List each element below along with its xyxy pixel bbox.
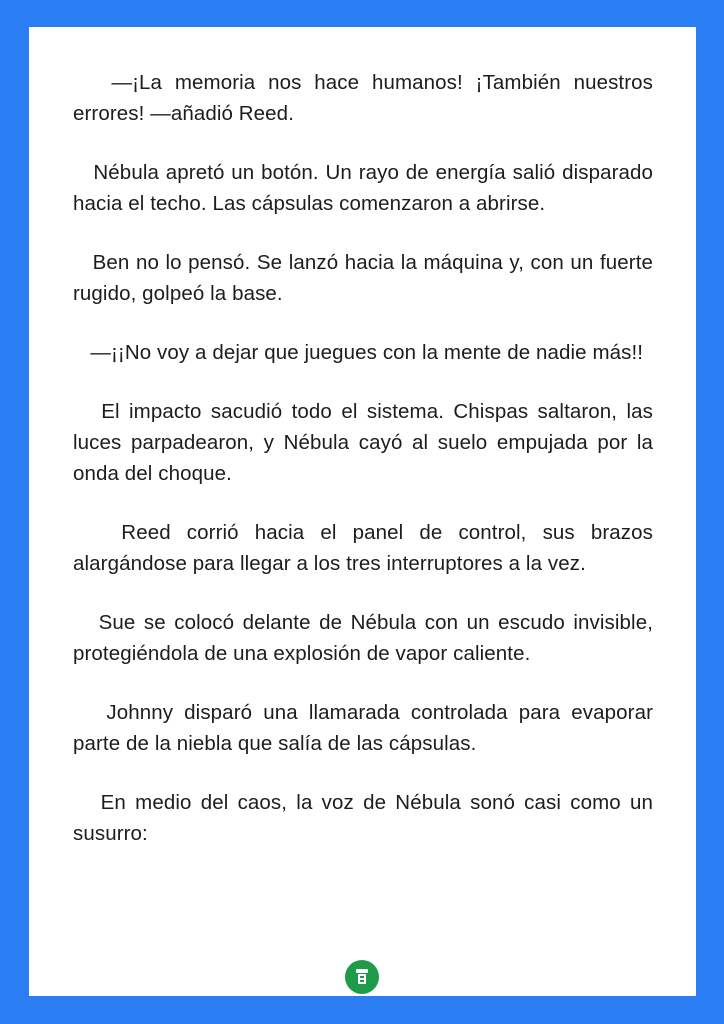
paragraph-7: Sue se colocó delante de Nébula con un escudo invisible, protegiéndola de una explosión de vapor caliente. [73, 611, 659, 665]
paragraph-3: Ben no lo pensó. Se lanzó hacia la máquina y, con un fuerte rugido, golpeó la base. [73, 251, 659, 305]
paragraph-2: Nébula apretó un botón. Un rayo de energía salió disparado hacia el techo. Las cápsulas comenzaron a abrirse. [73, 161, 659, 215]
paragraph-4: —¡¡No voy a dejar que juegues con la mente de nadie más!! [73, 341, 644, 364]
paragraph-8: Johnny disparó una llamarada controlada para evaporar parte de la niebla que salía de las cápsulas. [73, 701, 659, 755]
book-logo-icon [345, 960, 379, 994]
story-text [73, 67, 659, 877]
page [29, 27, 696, 996]
paragraph-9: En medio del caos, la voz de Nébula sonó casi como un susurro: [73, 791, 659, 845]
paragraph-5: El impacto sacudió todo el sistema. Chispas saltaron, las luces parpadearon, y Nébula cayó al suelo empujada por la onda del choque. [73, 400, 659, 485]
paragraph-6: Reed corrió hacia el panel de control, sus brazos alargándose para llegar a los tres interruptores a la vez. [73, 521, 659, 575]
paragraph-1: —¡La memoria nos hace humanos! ¡También nuestros errores! —añadió Reed. [73, 71, 659, 125]
